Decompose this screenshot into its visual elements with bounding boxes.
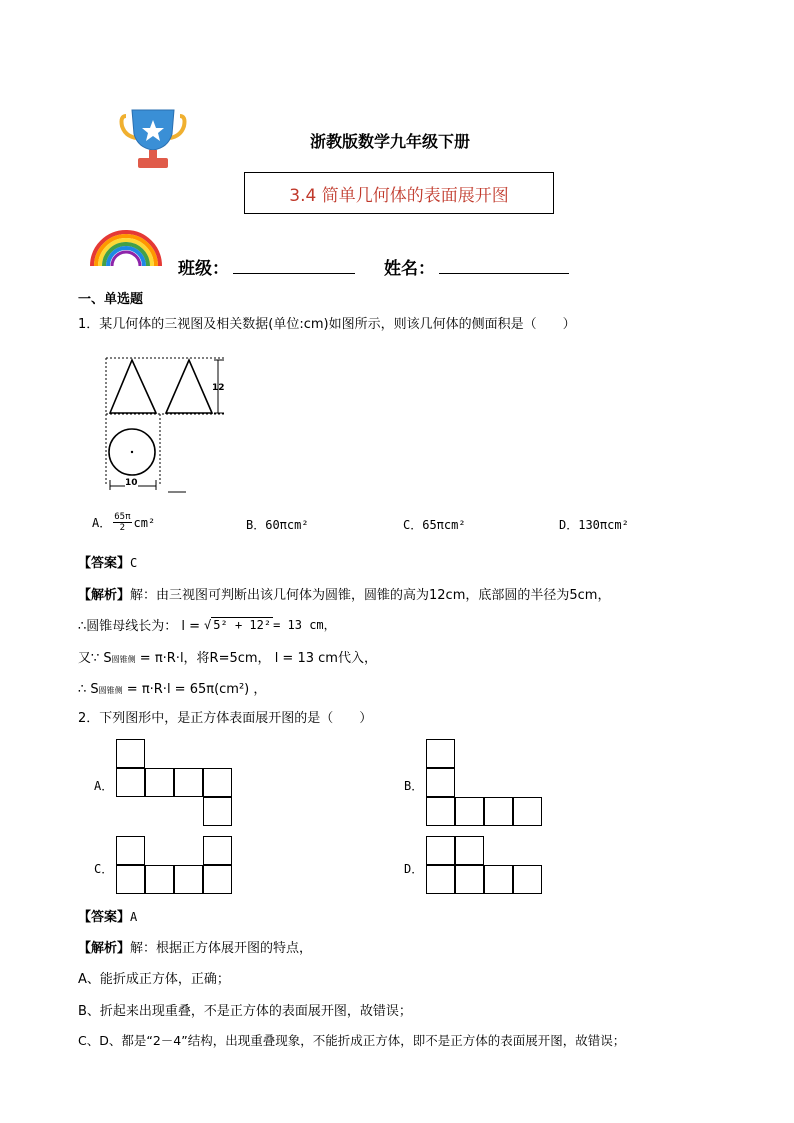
name-label: 姓名： [384,259,435,279]
trophy-icon [118,108,188,170]
section-heading: 一、单选题 [78,292,144,307]
option-a[interactable]: A． 65π 2 cm² [92,512,156,533]
analysis-text: B、折起来出现重叠，不是正方体的表面展开图，故错误； [78,1004,412,1019]
answer-value: C [130,556,138,570]
analysis-text: ∴ S [78,682,99,697]
answer-tag: 【答案】 [78,556,131,571]
analysis-text: = π·R·l = 65π(cm²) ， [122,682,267,697]
analysis-text: = π·R·l，将R=5cm， l = 13 cm代入， [135,651,377,666]
analysis-text: A、能折成正方体，正确； [78,972,230,987]
analysis-tag: 【解析】 [78,588,131,603]
three-view-figure [104,356,234,496]
dim-width: 10 [125,478,138,488]
topic-title: 3.4 简单几何体的表面展开图 [289,185,509,206]
sqrt-expression: 5² + 12² [213,618,272,632]
analysis-tag: 【解析】 [78,941,131,956]
q2-option-b-label[interactable]: B． [404,779,424,793]
analysis-text: ∴圆锥母线长为： l = [78,619,201,634]
analysis-text: C、D、都是“2－4”结构，出现重叠现象，不能折成正方体，即不是正方体的表面展开图，故错误； [78,1033,626,1048]
analysis-text: 又∵ S [78,651,112,666]
q2-stem: 2．下列图形中，是正方体表面展开图的是（ ） [78,711,373,726]
answer-value: A [130,910,138,924]
page-title: 浙教版数学九年级下册 [310,132,471,151]
analysis-text: 解：由三视图可判断出该几何体为圆锥，圆锥的高为12cm，底部圆的半径为5cm， [130,588,611,603]
class-label: 班级： [178,259,229,279]
rainbow-icon [88,228,164,268]
q2-option-c-label[interactable]: C． [94,862,114,876]
option-d[interactable]: D．130πcm² [559,518,629,532]
answer-tag: 【答案】 [78,910,131,925]
analysis-text: 解：根据正方体展开图的特点， [130,941,313,956]
q2-option-a-label[interactable]: A． [94,779,114,793]
q2-option-d-label[interactable]: D． [404,862,424,876]
topic-box [244,172,554,214]
analysis-text: = 13 cm， [273,618,336,632]
dim-height: 12 [212,383,225,393]
subscript: 圆锥侧 [111,655,136,664]
option-b[interactable]: B．60πcm² [246,518,309,532]
q1-stem: 1．某几何体的三视图及相关数据(单位:cm)如图所示，则该几何体的侧面积是（ ） [78,317,576,332]
option-c[interactable]: C．65πcm² [403,518,466,532]
name-field[interactable] [439,273,569,274]
class-field[interactable] [233,273,355,274]
subscript: 圆锥侧 [98,686,123,695]
